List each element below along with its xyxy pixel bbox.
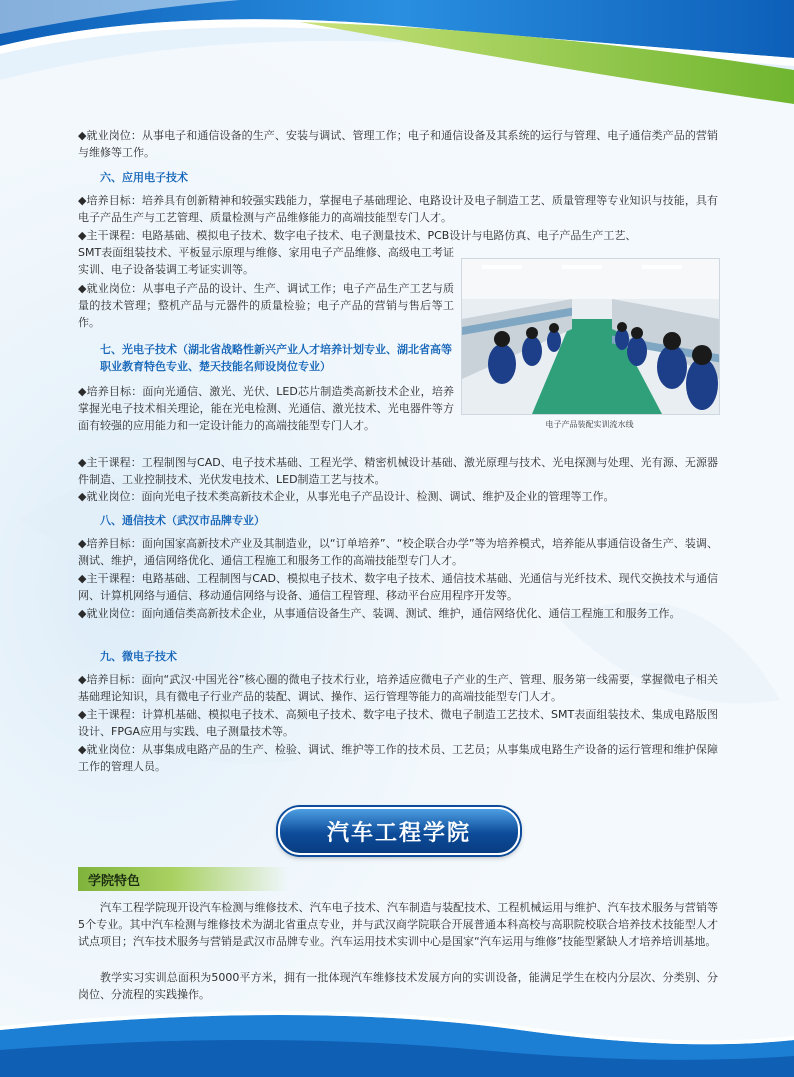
sec9-goal: ◆培养目标：面向“武汉·中国光谷”核心圈的微电子技术行业，培养适应微电子产业的生产、管理、服务第一线需要，掌握微电子相关基础理论知识，具有微电子行业产品的装配、调试、操作、运行管理等能力的高端技能型专门人才。 xyxy=(78,673,718,703)
sec7-courses: ◆主干课程：工程制图与CAD、电子技术基础、工程光学、精密机械设计基础、激光原理与技术、光电探测与处理、光有源、无源器件制造、工业控制技术、光伏发电技术、LED制造工艺与技术。 xyxy=(78,456,718,486)
college-title-banner: 汽车工程学院 xyxy=(278,807,520,855)
sec7-heading: 七、光电子技术（湖北省战略性新兴产业人才培养计划专业、湖北省高等职业教育特色专业、楚天技能名师设岗位专业） xyxy=(100,343,452,373)
sec5-jobs: ◆就业岗位：从事电子和通信设备的生产、安装与调试、管理工作；电子和通信设备及其系统的运行与管理、电子通信类产品的营销与维修等工作。 xyxy=(78,129,718,159)
sec6-courses-cont: SMT表面组装技术、平板显示原理与维修、家用电子产品维修、高级电工考证实训、电子设备装调工考证实训等。 xyxy=(78,246,454,276)
sec6-heading: 六、应用电子技术 xyxy=(100,171,188,184)
sec9-courses: ◆主干课程：计算机基础、模拟电子技术、高频电子技术、数字电子技术、微电子制造工艺技术、SMT表面组装技术、集成电路版图设计、FPGA应用与实践、电子测量技术等。 xyxy=(78,708,718,738)
photo-caption: 电子产品装配实训流水线 xyxy=(545,420,634,429)
college-features-label-text: 学院特色 xyxy=(88,874,141,889)
college-features-label xyxy=(78,867,288,891)
sec8-courses: ◆主干课程：电路基础、工程制图与CAD、模拟电子技术、数字电子技术、通信技术基础、光通信与光纤技术、现代交换技术与通信网、计算机网络与通信、移动通信网络与设备、通信工程管理、移动平台应用程序开发等。 xyxy=(78,572,718,602)
assembly-line-photo xyxy=(461,258,720,415)
sec6-goal: ◆培养目标：培养具有创新精神和较强实践能力，掌握电子基础理论、电路设计及电子制造工艺、质量管理等专业知识与技能，具有电子产品生产与工艺管理、质量检测与产品维修能力的高端技能型专门人才。 xyxy=(78,194,718,224)
sec8-goal: ◆培养目标：面向国家高新技术产业及其制造业，以“订单培养”、“校企联合办学”等为培养模式，培养能从事通信设备生产、装调、测试、维护，通信网络优化、通信工程施工和服务工作的高端技能型专门人才。 xyxy=(78,537,718,567)
college-facilities-paragraph: 教学实习实训总面积为5000平方米，拥有一批体现汽车维修技术发展方向的实训设备，能满足学生在校内分层次、分类别、分岗位、分流程的实践操作。 xyxy=(78,971,718,1001)
sec9-heading: 九、微电子技术 xyxy=(100,650,177,663)
sec9-jobs: ◆就业岗位：从事集成电路产品的生产、检验、调试、维护等工作的技术员、工艺员；从事集成电路生产设备的运行管理和维护保障工作的管理人员。 xyxy=(78,743,718,773)
sec8-jobs: ◆就业岗位：面向通信类高新技术企业，从事通信设备生产、装调、测试、维护，通信网络优化、通信工程施工和服务工作。 xyxy=(78,607,681,620)
sec7-goal: ◆培养目标：面向光通信、激光、光伏、LED芯片制造类高新技术企业，培养掌握光电子技术相关理论，能在光电检测、光通信、激光技术、光电器件等方面有较强的应用能力和一定设计能力的高端技能型专门人才。 xyxy=(78,385,454,432)
sec6-courses-line: ◆主干课程：电路基础、模拟电子技术、数字电子技术、电子测量技术、PCB设计与电路仿真、电子产品生产工艺、 xyxy=(78,229,637,242)
sec6-jobs: ◆就业岗位：从事电子产品的设计、生产、调试工作；电子产品生产工艺与质量的技术管理；整机产品与元器件的质量检验；电子产品的营销与售后等工作。 xyxy=(78,282,454,329)
college-intro-paragraph: 汽车工程学院现开设汽车检测与维修技术、汽车电子技术、汽车制造与装配技术、工程机械运用与维护、汽车技术服务与营销等5个专业。其中汽车检测与维修技术为湖北省重点专业，并与武汉商学院联合开展普通本科高校与高职院校联合培养技术技能型人才试点项目；汽车技术服务与营销是武汉市品牌专业。汽车运用技术实训中心是国家“汽车运用与维修”技能型紧缺人才培养培训基地。 xyxy=(78,901,718,948)
sec8-heading: 八、通信技术（武汉市品牌专业） xyxy=(100,514,265,527)
sec7-jobs: ◆就业岗位：面向光电子技术类高新技术企业，从事光电子产品设计、检测、调试、维护及企业的管理等工作。 xyxy=(78,490,615,503)
